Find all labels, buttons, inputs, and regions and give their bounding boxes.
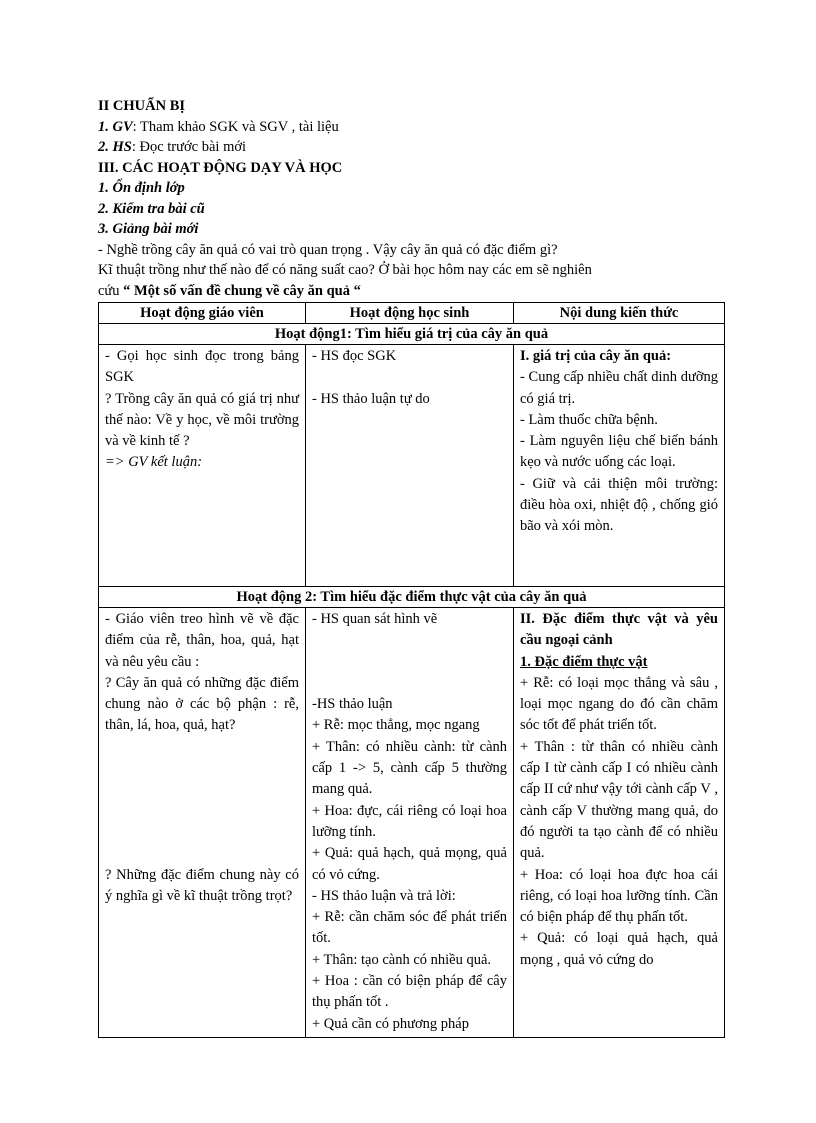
a2-content-item: + Rễ: có loại mọc thẳng và sâu , loại mọc ngang do đó cần chăm sóc tốt để phát triển tốt. bbox=[520, 674, 718, 734]
step2: 2. Kiểm tra bài cũ bbox=[98, 200, 205, 217]
a2-content-item: + Thân : từ thân có nhiều cành cấp I từ cành cấp I có nhiều cành cấp II cứ như vậy tới cành cấp V , cành cấp V thường mang quả, do đó người ta tạo cành để có nhiều quả. bbox=[520, 738, 718, 862]
activity2-title: Hoạt động 2: Tìm hiểu đặc điểm thực vật của cây ăn quả bbox=[99, 587, 725, 608]
a1-teacher-item: ? Trồng cây ăn quả có giá trị như thế nào: Về y học, về môi trường và về kinh tế ? bbox=[105, 390, 299, 450]
a1-teacher-conclusion: => GV kết luận: bbox=[105, 454, 203, 471]
a1-teacher-item: - Gọi học sinh đọc trong bảng SGK bbox=[105, 348, 299, 386]
hs-line bbox=[98, 137, 724, 158]
activity1-row bbox=[99, 345, 725, 587]
activity1-title: Hoạt động1: Tìm hiểu giá trị của cây ăn quả bbox=[99, 324, 725, 345]
gv-label: 1. GV bbox=[98, 118, 133, 135]
hs-label: 2. HS bbox=[98, 139, 132, 155]
a2-teacher-item: ? Những đặc điểm chung này có ý nghĩa gì về kĩ thuật trồng trọt? bbox=[105, 866, 299, 904]
a2-content-title: II. Đặc điểm thực vật và yêu cầu ngoại cảnh bbox=[520, 611, 718, 649]
activity2-row bbox=[99, 608, 725, 1038]
a2-student-item: -HS thảo luận bbox=[312, 696, 393, 713]
a1-content-item: - Làm nguyên liệu chế biến bánh kẹo và nước uống các loại. bbox=[520, 433, 718, 471]
a2-teacher-item: - Giáo viên treo hình vẽ về đặc điểm của rễ, thân, hoa, quả, hạt và nêu yêu cầu : bbox=[105, 611, 299, 670]
a2-student-item: + Quả cần có phương pháp bbox=[312, 1015, 469, 1032]
a1-content-title: I. giá trị của cây ăn quả: bbox=[520, 348, 672, 364]
a2-content-item: + Quả: có loại quả hạch, quả mọng , quả vỏ cứng do bbox=[520, 930, 718, 968]
activities-table bbox=[98, 302, 725, 1038]
a1-content-item: - Giữ và cải thiện môi trường: điều hòa oxi, nhiệt độ , chống gió bão và xói mòn. bbox=[520, 475, 718, 535]
a2-student-item: + Rễ: mọc thẳng, mọc ngang bbox=[312, 717, 480, 734]
intro-line-3-prefix: cứu bbox=[98, 282, 120, 299]
a2-student-item: + Thân: tạo cành có nhiều quả. bbox=[312, 951, 492, 968]
step1: 1. Ổn định lớp bbox=[98, 180, 185, 196]
intro-line-1: - Nghề trồng cây ăn quả có vai trò quan trọng . Vậy cây ăn quả có đặc điểm gì? bbox=[98, 241, 558, 258]
a2-content-subtitle: 1. Đặc điểm thực vật bbox=[520, 653, 648, 670]
gv-text: : Tham khảo SGK và SGV , tài liệu bbox=[132, 118, 339, 135]
activity1-title-row bbox=[99, 324, 725, 345]
a1-student-cell bbox=[306, 345, 514, 587]
activity2-title-row bbox=[99, 587, 725, 608]
intro-line-3 bbox=[98, 281, 724, 302]
step3: 3. Giảng bài mới bbox=[98, 221, 199, 237]
a2-student-item: + Quả: quả hạch, quả mọng, quả có vỏ cứng. bbox=[312, 845, 507, 883]
intro-line-2: Kĩ thuật trồng như thế nào để có năng suất cao? Ở bài học hôm nay các em sẽ nghiên bbox=[98, 262, 592, 278]
a2-teacher-item: ? Cây ăn quả có những đặc điểm chung nào ở các bộ phận : rễ, thân, lá, hoa, quả, hạt? bbox=[105, 674, 299, 734]
a2-student-item: + Hoa : cần có biện pháp để cây thụ phấn tốt . bbox=[312, 973, 507, 1011]
header-content: Nội dung kiến thức bbox=[514, 303, 725, 324]
a2-student-item: + Thân: có nhiều cành: từ cành cấp 1 -> 5, cành cấp 5 thường mang quả. bbox=[312, 738, 507, 798]
a1-content-item: - Cung cấp nhiều chất dinh dưỡng có giá trị. bbox=[520, 369, 718, 407]
a1-content-item: - Làm thuốc chữa bệnh. bbox=[520, 411, 658, 428]
a2-student-item: - HS thảo luận và trả lời: bbox=[312, 887, 456, 904]
document-body bbox=[98, 96, 724, 301]
hs-text: : Đọc trước bài mới bbox=[131, 139, 247, 155]
gv-line bbox=[98, 117, 724, 138]
section3-title: III. CÁC HOẠT ĐỘNG DẠY VÀ HỌC bbox=[98, 159, 343, 176]
a1-content-cell bbox=[514, 345, 725, 587]
a1-student-item: - HS đọc SGK bbox=[312, 348, 397, 364]
a2-teacher-cell bbox=[99, 608, 306, 1038]
a2-student-item: - HS quan sát hình vẽ bbox=[312, 611, 438, 627]
lesson-title: “ Một số vấn đề chung về cây ăn quả “ bbox=[123, 282, 361, 299]
section2-title: II CHUẨN BỊ bbox=[98, 98, 186, 114]
a2-student-item: + Hoa: đực, cái riêng có loại hoa lưỡng tính. bbox=[312, 802, 507, 840]
a2-student-cell bbox=[306, 608, 514, 1038]
a2-student-item: + Rễ: cần chăm sóc để phát triển tốt. bbox=[312, 909, 507, 947]
header-teacher: Hoạt động giáo viên bbox=[99, 303, 306, 324]
a2-content-item: + Hoa: có loại hoa đực hoa cái riêng, có loại hoa lưỡng tính. Cần có biện pháp để thụ phấn tốt. bbox=[520, 866, 718, 926]
table-header-row bbox=[99, 303, 725, 324]
a1-student-item: - HS thảo luận tự do bbox=[312, 390, 430, 407]
header-student: Hoạt động học sinh bbox=[306, 303, 514, 324]
a1-teacher-cell bbox=[99, 345, 306, 587]
a2-content-cell bbox=[514, 608, 725, 1038]
